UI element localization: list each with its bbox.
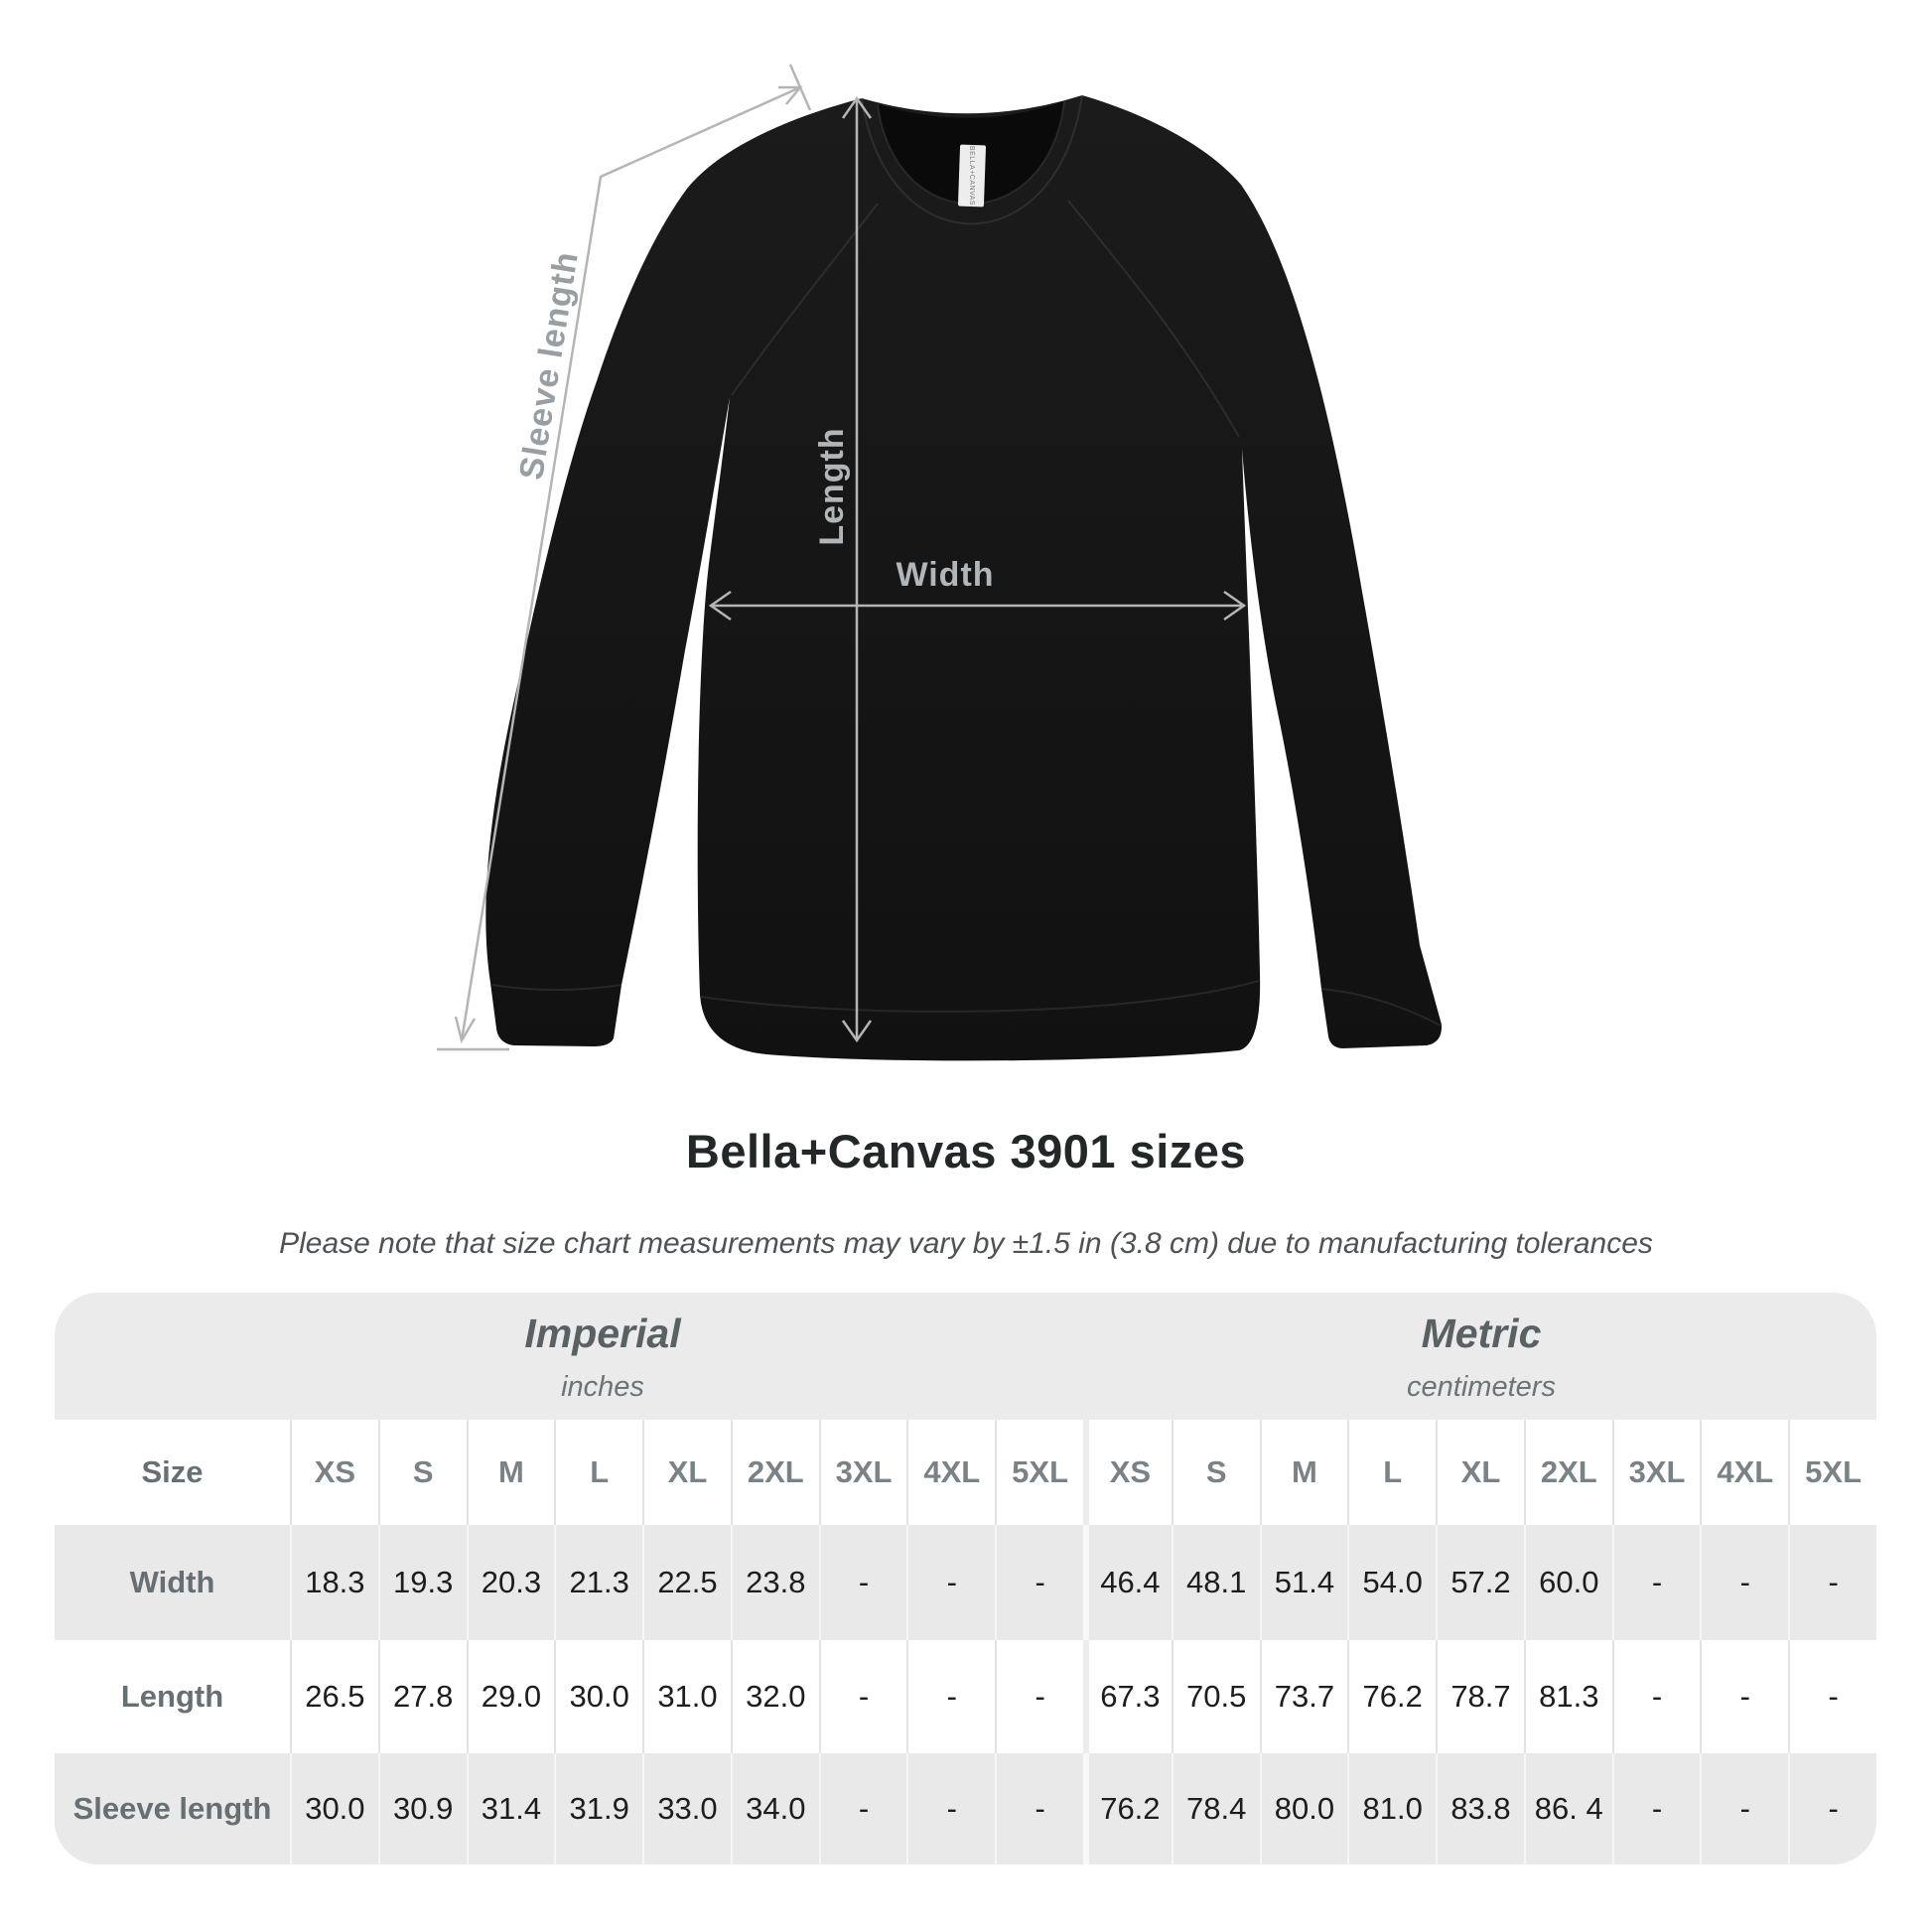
- col-header: S: [1172, 1420, 1260, 1525]
- table-cell: 57.2: [1436, 1525, 1524, 1640]
- table-cell: 51.4: [1260, 1525, 1348, 1640]
- col-header: 5XL: [995, 1420, 1083, 1525]
- table-cell: -: [906, 1753, 995, 1864]
- col-header: L: [554, 1420, 642, 1525]
- table-cell: -: [819, 1640, 907, 1753]
- table-cell: 23.8: [731, 1525, 819, 1640]
- table-cell: 33.0: [642, 1753, 731, 1864]
- table-cell: -: [1788, 1525, 1876, 1640]
- table-cell: -: [1700, 1640, 1788, 1753]
- table-cell: 30.0: [290, 1753, 378, 1864]
- row-label: Sleeve length: [55, 1753, 290, 1864]
- table-cell: 20.3: [467, 1525, 555, 1640]
- table-cell: -: [995, 1640, 1083, 1753]
- table-cell: 80.0: [1260, 1753, 1348, 1864]
- table-cell: 30.0: [554, 1640, 642, 1753]
- metric-unit: centimeters: [1407, 1371, 1556, 1403]
- col-header: XS: [1083, 1420, 1172, 1525]
- sleeve-length-label: Sleeve length: [512, 248, 586, 483]
- table-cell: 73.7: [1260, 1640, 1348, 1753]
- col-header: M: [467, 1420, 555, 1525]
- table-cell: 81.3: [1524, 1640, 1612, 1753]
- table-cell: 46.4: [1083, 1525, 1172, 1640]
- col-header: 2XL: [731, 1420, 819, 1525]
- table-cell: 54.0: [1347, 1525, 1436, 1640]
- table-cell: 83.8: [1436, 1753, 1524, 1864]
- table-cell: -: [819, 1525, 907, 1640]
- table-cell: -: [1700, 1753, 1788, 1864]
- table-cell: 26.5: [290, 1640, 378, 1753]
- table-cell: 86. 4: [1524, 1753, 1612, 1864]
- table-cell: -: [1612, 1640, 1701, 1753]
- table-cell: 78.4: [1172, 1753, 1260, 1864]
- col-header: 3XL: [1612, 1420, 1701, 1525]
- units-header: [55, 1293, 1876, 1420]
- table-cell: 31.4: [467, 1753, 555, 1864]
- page-subtitle: Please note that size chart measurements may vary by ±1.5 in (3.8 cm) due to manufacturing tolerances: [279, 1227, 1653, 1260]
- col-header: 4XL: [906, 1420, 995, 1525]
- page-title: Bella+Canvas 3901 sizes: [685, 1125, 1247, 1177]
- table-cell: -: [1612, 1753, 1701, 1864]
- table-cell: -: [819, 1753, 907, 1864]
- table-cell: -: [1612, 1525, 1701, 1640]
- table-cell: -: [1700, 1525, 1788, 1640]
- col-header: M: [1260, 1420, 1348, 1525]
- table-cell: 21.3: [554, 1525, 642, 1640]
- table-cell: 22.5: [642, 1525, 731, 1640]
- metric-header: [1407, 1311, 1556, 1404]
- row-label: Width: [55, 1525, 290, 1640]
- col-header: XL: [1436, 1420, 1524, 1525]
- row-label: Length: [55, 1640, 290, 1753]
- length-label: Length: [813, 427, 851, 546]
- table-cell: 31.0: [642, 1640, 731, 1753]
- size-table-card: [55, 1293, 1876, 1864]
- table-cell: -: [906, 1640, 995, 1753]
- table-cell: 78.7: [1436, 1640, 1524, 1753]
- table-cell: -: [995, 1753, 1083, 1864]
- size-grid: [55, 1420, 1876, 1864]
- table-cell: 81.0: [1347, 1753, 1436, 1864]
- table-cell: 76.2: [1083, 1753, 1172, 1864]
- col-header: 5XL: [1788, 1420, 1876, 1525]
- col-header: 4XL: [1700, 1420, 1788, 1525]
- table-cell: 48.1: [1172, 1525, 1260, 1640]
- table-cell: 19.3: [378, 1525, 467, 1640]
- table-cell: 29.0: [467, 1640, 555, 1753]
- table-cell: 27.8: [378, 1640, 467, 1753]
- table-cell: 31.9: [554, 1753, 642, 1864]
- imperial-unit: inches: [561, 1371, 644, 1403]
- table-cell: 30.9: [378, 1753, 467, 1864]
- col-header: 3XL: [819, 1420, 907, 1525]
- table-cell: 76.2: [1347, 1640, 1436, 1753]
- col-header: L: [1347, 1420, 1436, 1525]
- col-header: 2XL: [1524, 1420, 1612, 1525]
- table-cell: -: [1788, 1753, 1876, 1864]
- table-cell: 34.0: [731, 1753, 819, 1864]
- table-cell: 60.0: [1524, 1525, 1612, 1640]
- collar-brand-text: BELLA+CANVAS: [968, 145, 975, 207]
- table-cell: -: [1788, 1640, 1876, 1753]
- table-cell: 18.3: [290, 1525, 378, 1640]
- table-cell: -: [995, 1525, 1083, 1640]
- col-header: S: [378, 1420, 467, 1525]
- col-header: XL: [642, 1420, 731, 1525]
- col-header: XS: [290, 1420, 378, 1525]
- table-cell: 67.3: [1083, 1640, 1172, 1753]
- table-cell: 32.0: [731, 1640, 819, 1753]
- table-cell: 70.5: [1172, 1640, 1260, 1753]
- imperial-header: [524, 1311, 680, 1404]
- width-label: Width: [896, 556, 995, 594]
- metric-title: Metric: [1421, 1311, 1542, 1356]
- imperial-title: Imperial: [524, 1311, 681, 1356]
- table-cell: -: [906, 1525, 995, 1640]
- size-header-cell: Size: [55, 1420, 290, 1525]
